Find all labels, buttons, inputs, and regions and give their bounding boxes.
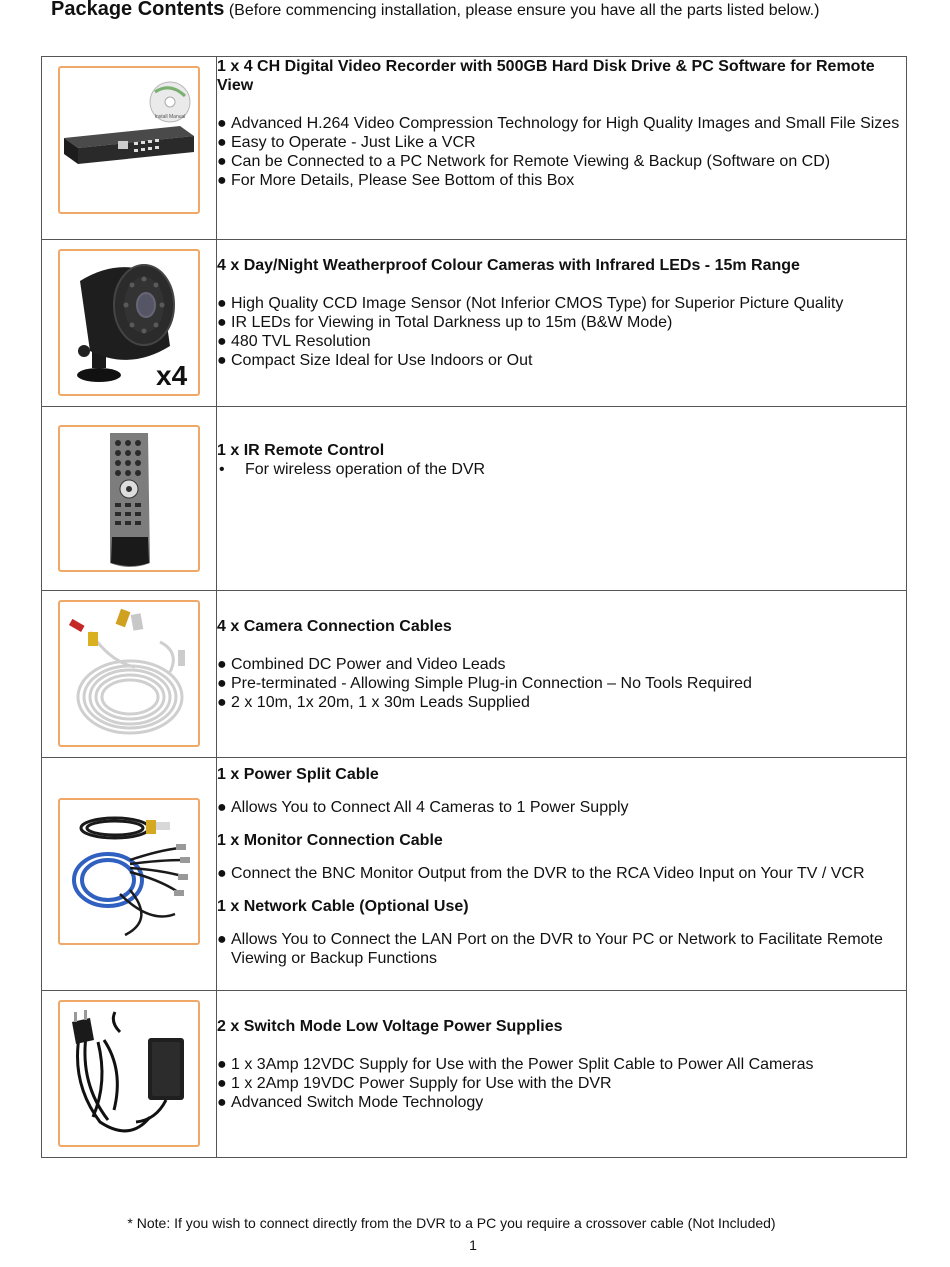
table-row [42,240,907,407]
image-cell [42,758,217,991]
table-row [42,758,907,991]
list-item: ● Can be Connected to a PC Network for Remote Viewing & Backup (Software on CD) [217,153,831,170]
page-number: 1 [469,1237,477,1253]
package-contents-table [41,56,907,1158]
item-title: 1 x Monitor Connection Cable [217,832,443,849]
image-cell [42,57,217,240]
camera-cable-image [58,600,200,747]
split-cables-image [58,798,200,945]
item-title: 1 x Power Split Cable [217,766,379,783]
item-title: 1 x 4 CH Digital Video Recorder with 500GB Hard Disk Drive & PC Software for Remote View [217,58,875,94]
quantity-label: x4 [156,360,188,391]
page-title: Package Contents [51,0,225,20]
item-description [217,991,907,1158]
list-item: ● Advanced Switch Mode Technology [217,1094,484,1111]
list-item: ● Pre-terminated - Allowing Simple Plug-in Connection – No Tools Required [217,675,752,692]
table-row [42,991,907,1158]
list-item: ● Connect the BNC Monitor Output from the DVR to the RCA Video Input on Your TV / VCR [217,865,865,882]
item-title: 2 x Switch Mode Low Voltage Power Supplies [217,1018,563,1035]
page-subtitle: (Before commencing installation, please ensure you have all the parts listed below.) [228,2,820,19]
list-item: ● For More Details, Please See Bottom of this Box [217,172,575,189]
dvr-recorder-image [58,66,200,214]
list-item: ● 2 x 10m, 1x 20m, 1 x 30m Leads Supplied [217,694,530,711]
list-item: ● IR LEDs for Viewing in Total Darkness up to 15m (B&W Mode) [217,314,673,331]
list-item: ● Allows You to Connect the LAN Port on the DVR to Your PC or Network to Facilitate Remote Viewing or Backup Functions [217,931,883,967]
item-description [217,57,907,240]
image-cell [42,240,217,407]
table-row [42,591,907,758]
list-item: ● Combined DC Power and Video Leads [217,656,506,673]
remote-control-image [58,425,200,572]
footer-note: * Note: If you wish to connect directly from the DVR to a PC you require a crossover cable (Not Included) [127,1215,776,1231]
camera-image [58,249,200,396]
list-item: ● Easy to Operate - Just Like a VCR [217,134,476,151]
image-cell [42,407,217,591]
item-description [217,758,907,991]
cd-label: Install Manual [154,114,186,120]
item-title: 1 x Network Cable (Optional Use) [217,898,469,915]
list-item: ● Allows You to Connect All 4 Cameras to 1 Power Supply [217,799,629,816]
list-item: ● 1 x 3Amp 12VDC Supply for Use with the Power Split Cable to Power All Cameras [217,1056,814,1073]
item-title: 4 x Day/Night Weatherproof Colour Cameras with Infrared LEDs - 15m Range [217,257,800,274]
list-item: ● 1 x 2Amp 19VDC Power Supply for Use with the DVR [217,1075,612,1092]
item-title: 4 x Camera Connection Cables [217,618,452,635]
item-title: 1 x IR Remote Control [217,442,385,459]
list-item: ● High Quality CCD Image Sensor (Not Inferior CMOS Type) for Superior Picture Quality [217,295,844,312]
list-item: ● 480 TVL Resolution [217,333,371,350]
image-cell [42,991,217,1158]
table-row [42,407,907,591]
image-cell [42,591,217,758]
list-item: • For wireless operation of the DVR [219,461,486,478]
item-description [217,240,907,407]
page-header [51,0,819,23]
list-item: ● Compact Size Ideal for Use Indoors or Out [217,352,533,369]
table-row [42,57,907,240]
power-supply-image [58,1000,200,1147]
item-description [217,407,907,591]
item-description [217,591,907,758]
list-item: ● Advanced H.264 Video Compression Technology for High Quality Images and Small File Sizes [217,115,900,132]
